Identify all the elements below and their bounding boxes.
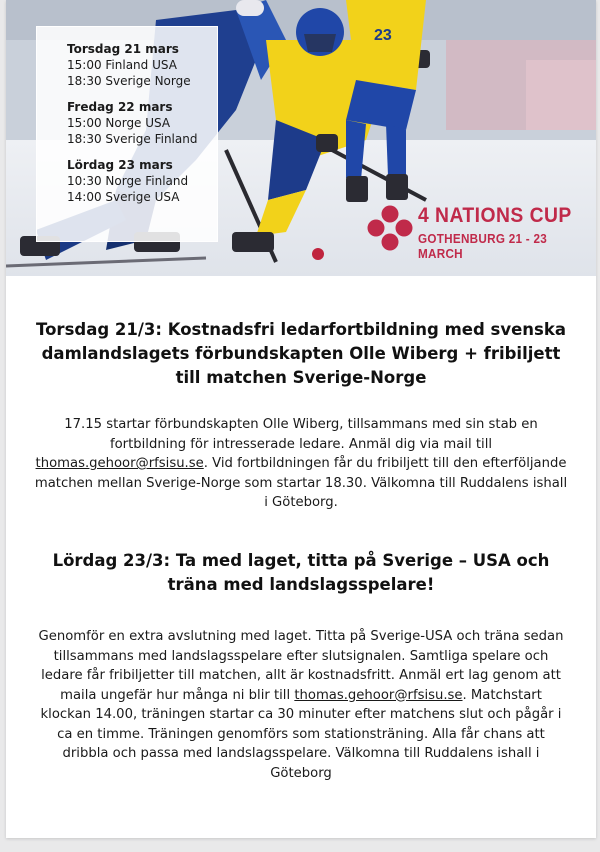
schedule-match: 15:00 Norge USA <box>67 116 171 130</box>
schedule-day-title: Torsdag 21 mars <box>67 42 179 56</box>
section-leader-training <box>34 318 568 513</box>
logo-title: 4 NATIONS CUP <box>418 204 572 227</box>
body-text-part: . Matchstart klockan 14.00, träningen startar ca 30 minuter efter matchens slut och pågår i ca en timme. Träningen genomförs som stationsträning. Alla får chans att dribbla och passa med landslagsspelare. Välkomna till Ruddalens ishall i Göteborg <box>40 687 562 781</box>
schedule-day <box>67 41 217 89</box>
logo-subtitle: GOTHENBURG 21 - 23 MARCH <box>418 231 548 261</box>
section-body <box>34 627 568 783</box>
body-text-part: . Vid fortbildningen får du fribiljett till den efterföljande matchen mellan Sverige-Norge som startar 18.30. Välkomna till Ruddalens ishall i Göteborg. <box>34 456 568 510</box>
schedule-day <box>67 157 217 205</box>
jersey-number: 23 <box>374 27 392 44</box>
email-link[interactable]: thomas.gehoor@rfsisu.se <box>294 687 463 703</box>
schedule-match: 10:30 Norge Finland <box>67 174 189 188</box>
section-body <box>34 415 568 513</box>
match-schedule <box>36 26 218 242</box>
body-text-part: 17.15 startar förbundskapten Olle Wiberg, tillsammans med sin stab en fortbildning för intresserade ledare. Anmäl dig via mail till <box>64 417 538 452</box>
document-page <box>6 0 596 838</box>
schedule-day <box>67 99 217 147</box>
four-nations-cup-logo <box>366 200 592 260</box>
section-heading: Lördag 23/3: Ta med laget, titta på Sverige – USA och träna med landslagsspelare! <box>52 551 550 594</box>
body-text-part: Genomför en extra avslutning med laget. Titta på Sverige-USA och träna sedan tillsammans med landslagsspelare efter slutsignalen. Samtliga spelare och ledare får fribiljetter till matchen, allt är kostnadsfritt. Anmäl ert lag genom att maila ungefär hur många ni blir till <box>38 629 564 703</box>
email-link[interactable]: thomas.gehoor@rfsisu.se <box>35 456 204 471</box>
event-poster <box>6 0 596 276</box>
schedule-match: 18:30 Sverige Norge <box>67 74 191 88</box>
schedule-day-title: Lördag 23 mars <box>67 158 173 172</box>
section-heading: Torsdag 21/3: Kostnadsfri ledarfortbildning med svenska damlandslagets förbundskapten Olle Wiberg + fribiljett till matchen Sverige-Norge <box>36 320 566 387</box>
section-team-training <box>34 549 568 783</box>
schedule-match: 18:30 Sverige Finland <box>67 132 198 146</box>
schedule-match: 15:00 Finland USA <box>67 58 177 72</box>
schedule-day-title: Fredag 22 mars <box>67 100 173 114</box>
four-circles-icon <box>366 204 414 252</box>
schedule-match: 14:00 Sverige USA <box>67 190 180 204</box>
